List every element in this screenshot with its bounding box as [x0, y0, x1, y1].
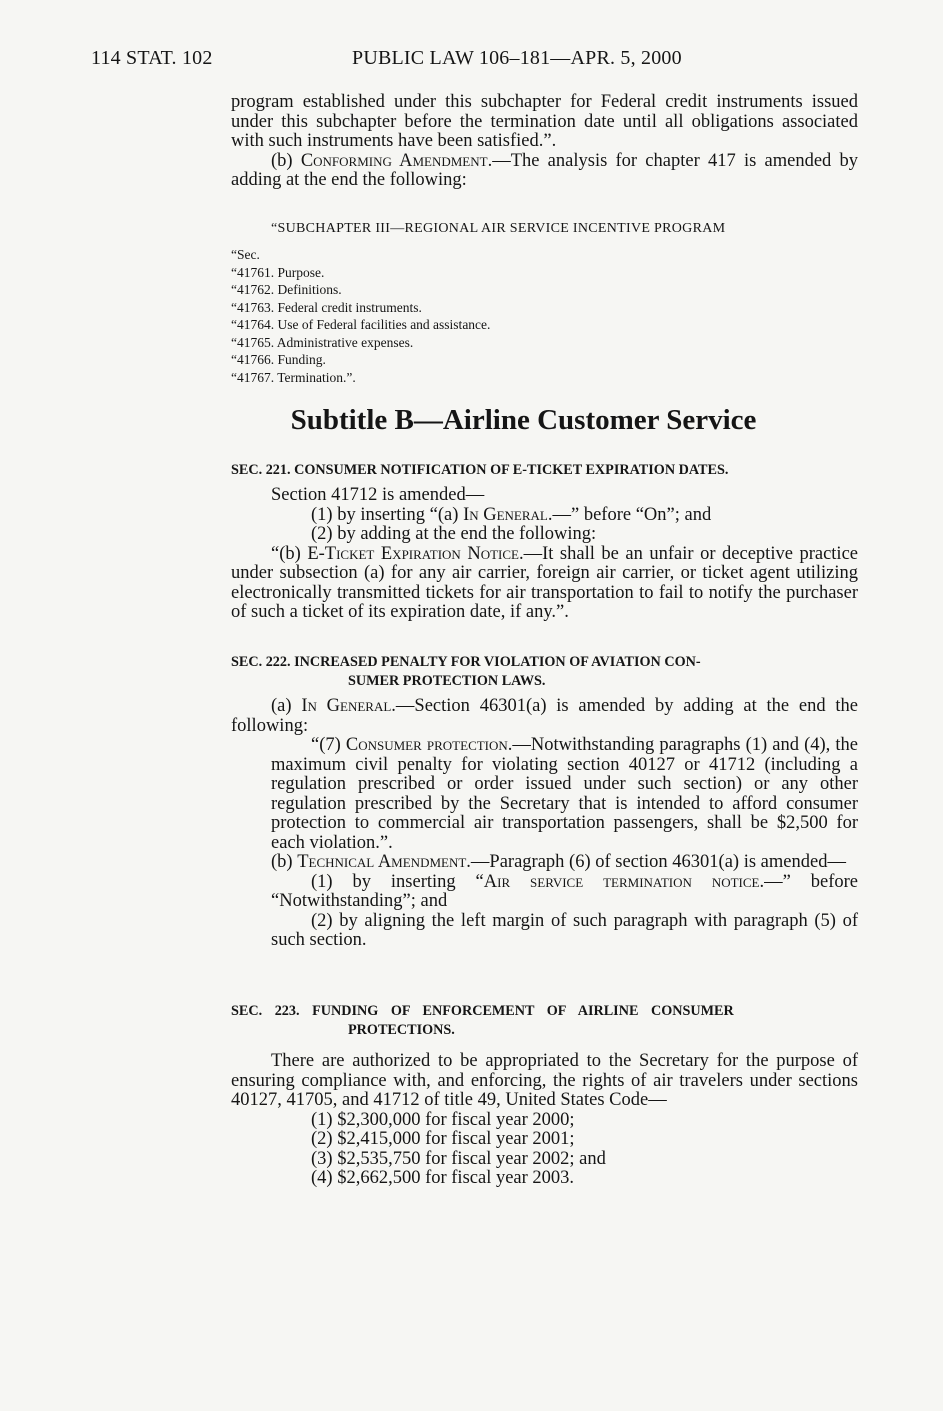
toc-item: “41765. Administrative expenses. [231, 334, 414, 350]
section-223 [231, 1002, 858, 1189]
b-caps: Technical Amendment [297, 852, 467, 872]
toc-sec-label: “Sec. [231, 247, 260, 262]
conforming-lead: (b) [271, 150, 301, 171]
page-stat-reference: 114 STAT. 102 [91, 47, 213, 69]
item-1-pre: (1) by inserting “(a) [311, 504, 464, 525]
section-221-quote [231, 545, 858, 623]
quote-caps: Consumer protection [345, 735, 508, 755]
section-222-heading-line-1: SEC. 222. INCREASED PENALTY FOR VIOLATION OF AVIATION CON- [231, 654, 701, 670]
section-222-b-item-2: (2) by aligning the left margin of such paragraph with paragraph (5) of such section. [271, 910, 858, 950]
item-1-post: .—” before “On”; and [547, 504, 712, 525]
a-pre: (a) [271, 696, 302, 716]
section-221-item-2: (2) by adding at the end the following: [311, 524, 597, 544]
section-222-b [231, 853, 858, 873]
quote-pre: “(7) [311, 735, 346, 755]
section-222-heading [231, 653, 858, 691]
funding-item: (2) $2,415,000 for fiscal year 2001; [311, 1129, 575, 1149]
toc-item: “41762. Definitions. [231, 282, 342, 297]
section-223-heading [231, 1002, 858, 1021]
quote-pre: “(b) E- [271, 543, 325, 564]
b-pre: (b) [271, 852, 298, 872]
section-221-heading: SEC. 221. CONSUMER NOTIFICATION OF E-TICKET EXPIRATION DATES. [231, 462, 729, 478]
funding-item: (1) $2,300,000 for fiscal year 2000; [311, 1109, 575, 1130]
quote-post: .—It shall be an unfair or deceptive practice under subsection (a) for any air carrier, foreign air carrier, or ticket agent utilizing electronically transmitted tickets for air transportation to fail to notify the purchaser of such a ticket of its expiration date, if any.”. [231, 543, 858, 622]
toc-item: “41761. Purpose. [231, 264, 325, 280]
section-222 [231, 653, 858, 951]
conforming-text: .—The analysis for chapter 417 is amended by adding at the end the following: [231, 150, 859, 190]
a-caps: In General [301, 696, 392, 716]
section-223-lead: There are authorized to be appropriated to the Secretary for the purpose of ensuring compliance with, and enforcing, the rights of air travelers under sections 40127, 41705, and 41712 of title 49, United States Code— [231, 1051, 858, 1110]
funding-item: (4) $2,662,500 for fiscal year 2003. [311, 1168, 575, 1188]
item-1-caps: In General [463, 504, 548, 525]
toc-block [231, 221, 858, 237]
intro-paragraph: program established under this subchapter for Federal credit instruments issued under this subchapter before the termination date until all obligations associated with such instruments have been satisfied.”. [231, 92, 858, 151]
running-header: PUBLIC LAW 106–181—APR. 5, 2000 [352, 47, 682, 69]
conforming-caps: Conforming Amendment [300, 150, 488, 171]
b-post: .—Paragraph (6) of section 46301(a) is amended— [466, 852, 846, 872]
toc-item: “41763. Federal credit instruments. [231, 299, 422, 315]
toc-title: “SUBCHAPTER III—REGIONAL AIR SERVICE INCENTIVE PROGRAM [271, 221, 726, 236]
toc-list [231, 246, 858, 386]
toc-item: “41764. Use of Federal facilities and assistance. [231, 317, 491, 332]
section-222-b-item-1 [231, 873, 858, 912]
section-222-a [231, 697, 858, 736]
section-223-heading-line-1: SEC. 223. FUNDING OF ENFORCEMENT OF AIRLINE CONSUMER [231, 1003, 734, 1019]
top-block [231, 93, 858, 191]
b1-caps: Air service termination notice [483, 871, 760, 892]
b1-pre: (1) by inserting “ [311, 871, 484, 892]
section-221-lead: Section 41712 is amended— [271, 485, 485, 505]
section-223-heading-line-2: PROTECTIONS. [348, 1022, 455, 1038]
conforming-amendment-paragraph [231, 152, 858, 191]
b1-post: .—” before “Notwithstanding”; and [271, 871, 858, 911]
toc-item: “41766. Funding. [231, 352, 326, 367]
funding-item: (3) $2,535,750 for fiscal year 2002; and [311, 1148, 606, 1169]
section-221-item-1 [231, 506, 858, 526]
toc-item: “41767. Termination.”. [231, 369, 356, 385]
a-post: .—Section 46301(a) is amended by adding at the end the following: [231, 696, 858, 736]
section-221 [231, 461, 858, 623]
section-222-heading-line-2: SUMER PROTECTION LAWS. [348, 673, 546, 689]
quote-post: .—Notwithstanding paragraphs (1) and (4), the maximum civil penalty for violating section 40127 or 41712 (including a regulation prescribed or order issued under such section) or any other regulation prescribed by the Secretary that is intended to afford consumer protection to commercial air transportation passengers, shall be $2,500 for each violation.”. [271, 735, 858, 853]
section-222-quote [231, 736, 858, 853]
quote-caps: Ticket Expiration Notice [324, 543, 519, 564]
subtitle-heading: Subtitle B—Airline Customer Service [290, 404, 757, 436]
